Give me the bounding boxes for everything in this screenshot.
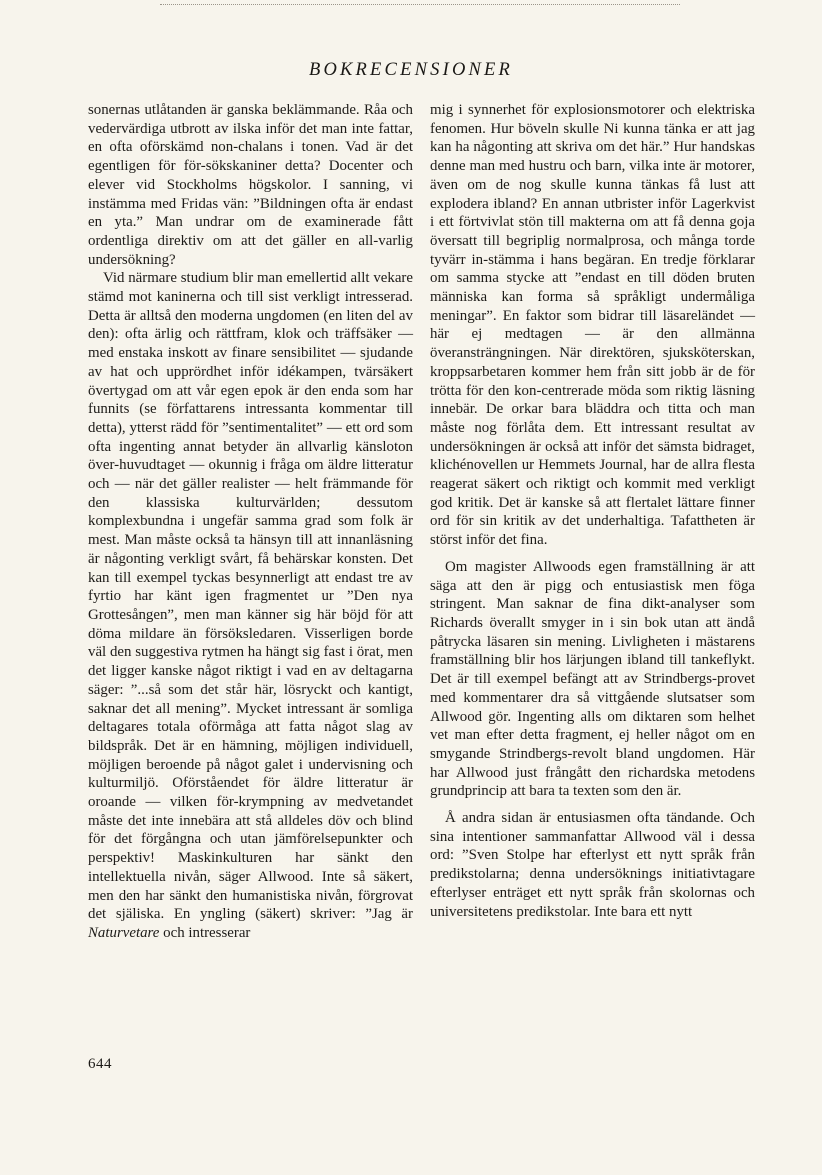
top-dotted-rule bbox=[160, 4, 680, 5]
right-paragraph-3: Å andra sidan är entusiasmen ofta tändande. Och sina intentioner sammanfattar Allwood väl i dessa ord: ”Sven Stolpe har efterlyst ett nytt språk från predikstolarna; denna undersöknings initiativtagare efterlyser enträget ett nytt språk från skolornas och universitetens predikstolar. Inte bara ett nytt bbox=[430, 810, 755, 920]
left-paragraph-2 bbox=[88, 269, 413, 942]
right-column bbox=[430, 101, 755, 921]
section-header: BOKRECENSIONER bbox=[308, 60, 514, 80]
right-paragraph-2: Om magister Allwoods egen framställning är att säga att den är pigg och entusiastisk men föga stringent. Man saknar de fina dikt-analyser som Richards överallt smyger in i sin bok utan att ändå påtrycka läsaren sin mening. Livligheten i mästarens framställning blir hos lärjungen ibland till tankeflykt. Det är till exempel befängt att av Strindbergs-provet med kommentarer dra så vittgående slutsatser som Allwood gör. Ingenting alls om diktaren som helhet vet man efter detta fragment, ej heller något om en smygande Strindbergs-revolt bland ungdomen. Här har Allwood just frångått den richardska metodens grundprincip att bara ta texten som den är. bbox=[430, 558, 755, 800]
left-paragraph-2-text: Vid närmare studium blir man emellertid allt vekare stämd mot kaninerna och till sist verkligt intresserad. Detta är alltså den moderna ungdomen (en liten del av den): ofta ärlig och rättfram, klok och träffsäker — med enstaka inskott av finare sensibilitet — sjudande av hat och upprördhet inför idékampen, tvärsäkert övertygad om att vår egen epok är den enda som har funnits (se författarens intressanta kommentar till detta), ytterst rädd för ”sentimentalitet” — ett ord som ofta ingenting annat betyder än allvarlig känsloton över-huvudtaget — okunnig i fråga om äldre litteratur och — när det gäller realister — helt främmande för den klassiska kulturvärlden; dessutom komplexbundna i ungefär samma grad som folk är mest. Man måste också ta hänsyn till att innanläsning är någonting verkligt svårt, få behärskar konsten. Det kan till exempel tyckas besynnerligt att endast tre av fyrtio har känt igen fragmentet ur ”Den nya Grottesången”, men man känner sig här böjd för att döma mildare än försöksledaren. Visserligen borde väl den suggestiva rytmen ha hängt sig fast i örat, men det ligger kanske något riktigt i vad en av deltagarna säger: ”...så som det står här, lösryckt och kantigt, saknar det all mening”. Mycket intressant är somliga deltagares totala oförmåga att fatta något slag av bildspråk. Det är en hämning, möjligen individuell, möjligen beroende på något galet i undervisning och kulturmiljö. Oförståendet för äldre litteratur är oroande — vilken för-krympning av medvetandet måste det inte innebära att stå alldeles döv och blind för det förgångna och utan jämförelsepunkter och perspektiv! Maskinkulturen har sänkt den intellektuella nivån, säger Allwood. Inte så säkert, men den har sänkt den humanistiska nivån, förgrovat det själiska. En yngling (säkert) skriver: ”Jag är bbox=[88, 270, 413, 923]
italic-naturvetare: Naturvetare bbox=[88, 924, 160, 941]
left-column bbox=[88, 101, 413, 943]
page-number: 644 bbox=[88, 1056, 112, 1072]
left-paragraph-2-end: och intresserar bbox=[163, 924, 251, 941]
right-paragraph-1: mig i synnerhet för explosionsmotorer och elektriska fenomen. Hur böveln skulle Ni kunna tänka er att jag kan ha någonting att skriva om det här.” Hur handskas denne man med hustru och barn, vilka inte är motorer, även om de nog skulle kunna tänkas få lust att explodera ibland? En annan utbrister inför Lagerkvist i ett förtvivlat stön till makterna om att få denna goja översatt till begriplig normalprosa, och många torde tyvärr in-stämma i hans begäran. En tredje förklarar om samma stycke att ”endast en till döden bruten människa kan forma så språkligt undermåliga meningar”. En faktor som bidrar till läsareländet — här ej medtagen — är den allmänna överansträngningen. När direktören, sjuksköterskan, kroppsarbetaren kommer hem från sitt jobb är de för trötta för den kon-centrerade möda som riktig läsning innebär. De orkar bara bläddra och titta och man måste nog förlåta dem. Ett intressant resultat av undersökningen är också att inför det sämsta bidraget, klichénovellen ur Hemmets Journal, har de allra flesta reagerat säkert och riktigt och kommit med verkligt god kritik. Det är kanske så att flertalet lättare finner ord för sin kritik av det underhaltiga. Tafattheten är störst inför det fina. bbox=[430, 102, 755, 549]
left-paragraph-1: sonernas utlåtanden är ganska beklämmande. Råa och vedervärdiga utbrott av ilska inför det man inte fattar, en ofta oförskämd non-chalans i tonen. Vad är det egentligen för för-sökskaniner detta? Docenter och elever vid Stockholms högskolor. I sanning, vi instämma med Fridas vän: ”Bildningen ofta är endast en yta.” Man undrar om de examinerade fått ordentliga direktiv om att det gäller en all-varlig undersökning? bbox=[88, 102, 413, 268]
